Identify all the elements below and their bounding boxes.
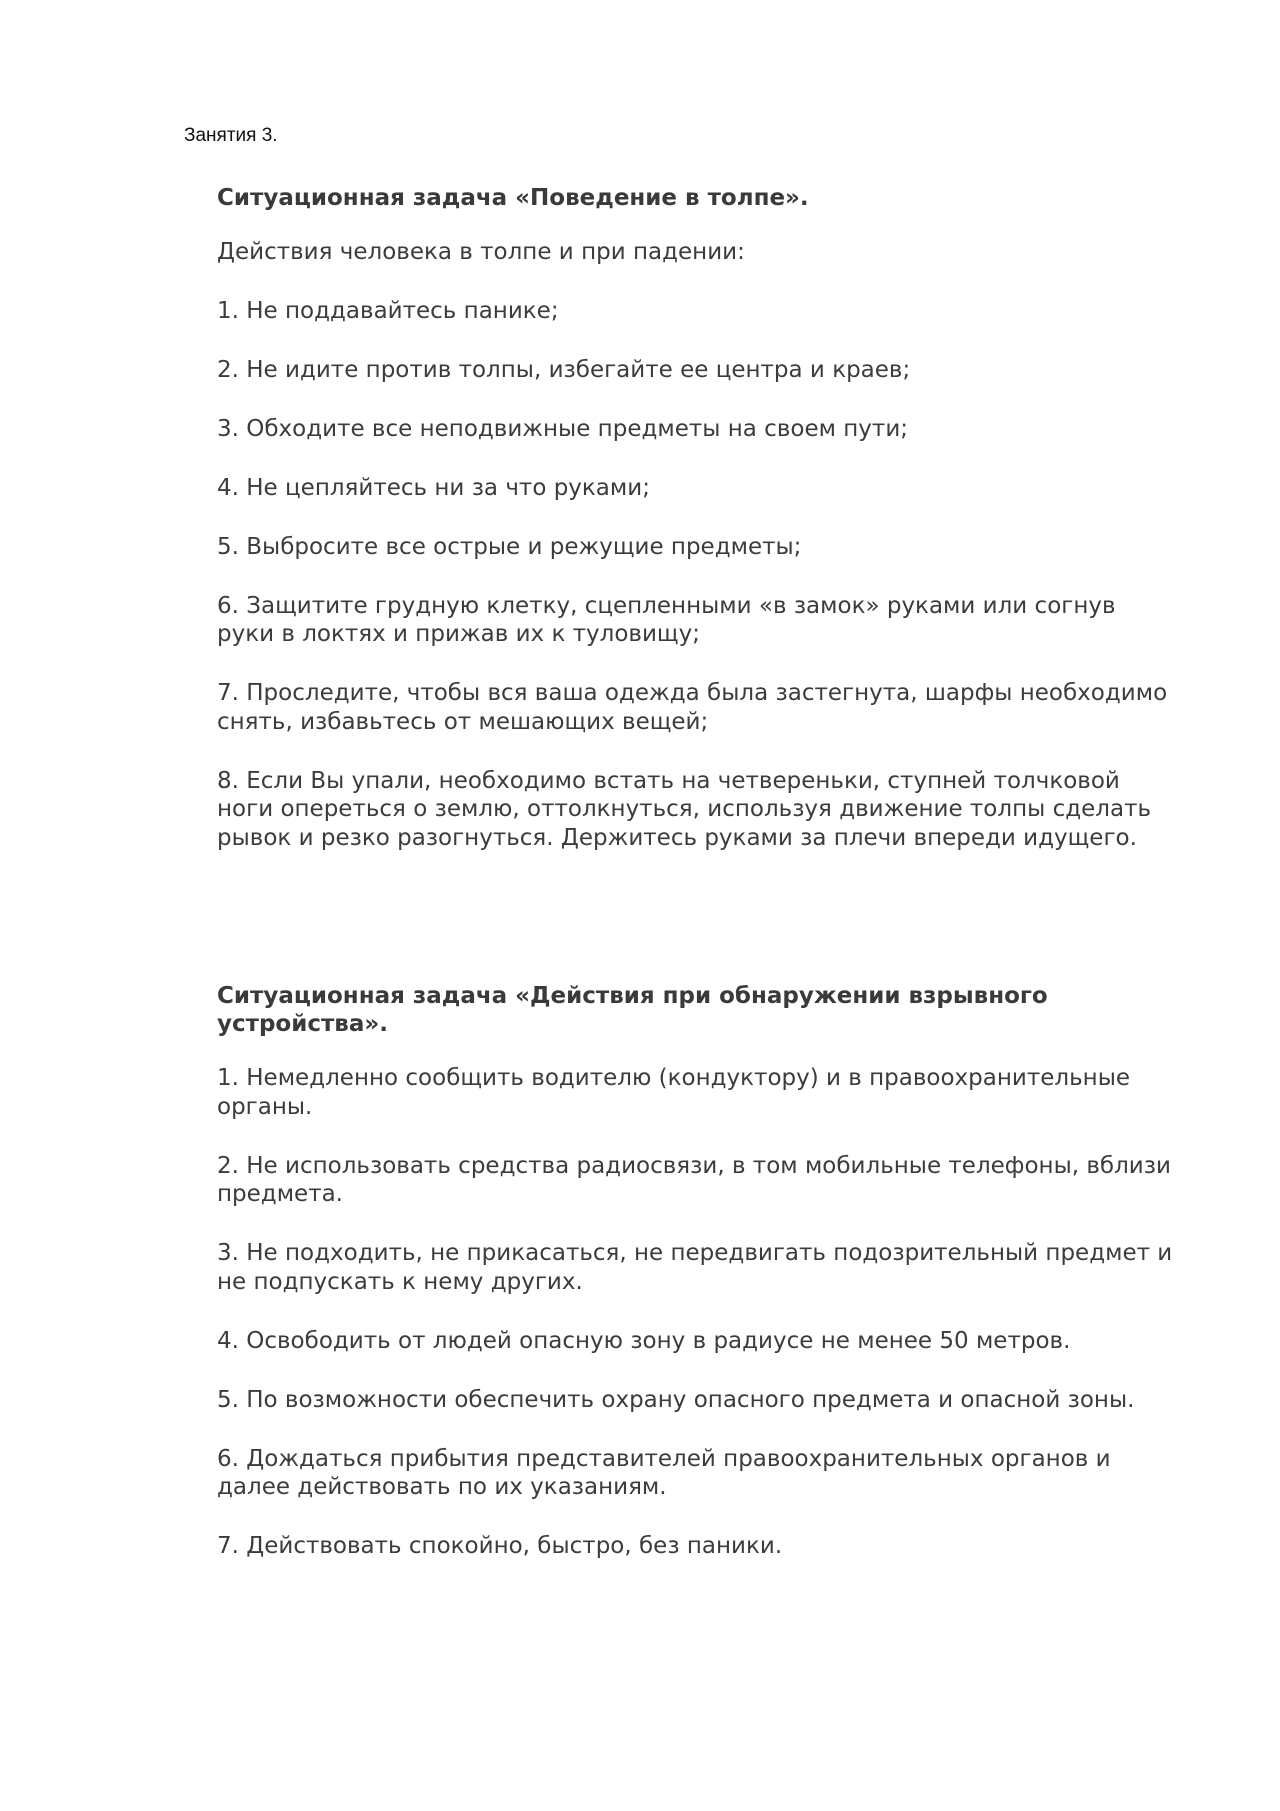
list-item: 1. Не поддавайтесь панике; (217, 297, 559, 324)
section-title: Ситуационная задача «Действия при обнаружении взрывного устройства». (217, 983, 1048, 1037)
section-intro: Действия человека в толпе и при падении: (217, 239, 745, 265)
list-item: 4. Освободить от людей опасную зону в радиусе не менее 50 метров. (217, 1327, 1071, 1354)
section-title: Ситуационная задача «Поведение в толпе». (217, 185, 809, 211)
section-crowd-behavior (217, 184, 1177, 883)
instruction-list (217, 297, 1177, 853)
list-item: 3. Обходите все неподвижные предметы на своем пути; (217, 415, 909, 442)
section-explosive-device (217, 982, 1177, 1591)
list-item: 7. Действовать спокойно, быстро, без паники. (217, 1533, 783, 1559)
list-item: 3. Не подходить, не прикасаться, не передвигать подозрительный предмет и не подпускать к нему других. (217, 1240, 1173, 1295)
list-item: 1. Немедленно сообщить водителю (кондуктору) и в правоохранительные органы. (217, 1065, 1131, 1120)
list-item: 4. Не цепляйтесь ни за что руками; (217, 474, 650, 501)
list-item: 6. Защитите грудную клетку, сцепленными «в замок» руками или согнув руки в локтях и прижав их к туловищу; (217, 592, 1116, 647)
instruction-list (217, 1064, 1177, 1561)
list-item: 6. Дождаться прибытия представителей правоохранительных органов и далее действовать по их указаниям. (217, 1445, 1111, 1500)
list-item: 8. Если Вы упали, необходимо встать на четвереньки, ступней толчковой ноги опереться о землю, оттолкнуться, используя движение толпы сделать рывок и резко разогнуться. Держитесь руками за плечи впереди идущего. (217, 767, 1152, 851)
list-item: 5. По возможности обеспечить охрану опасного предмета и опасной зоны. (217, 1386, 1135, 1413)
list-item: 7. Проследите, чтобы вся ваша одежда была застегнута, шарфы необходимо снять, избавьтесь от мешающих вещей; (217, 680, 1168, 735)
page-header: Занятия 3. (184, 125, 278, 146)
list-item: 2. Не идите против толпы, избегайте ее центра и краев; (217, 356, 911, 383)
list-item: 5. Выбросите все острые и режущие предметы; (217, 533, 802, 560)
list-item: 2. Не использовать средства радиосвязи, в том мобильные телефоны, вблизи предмета. (217, 1152, 1171, 1207)
